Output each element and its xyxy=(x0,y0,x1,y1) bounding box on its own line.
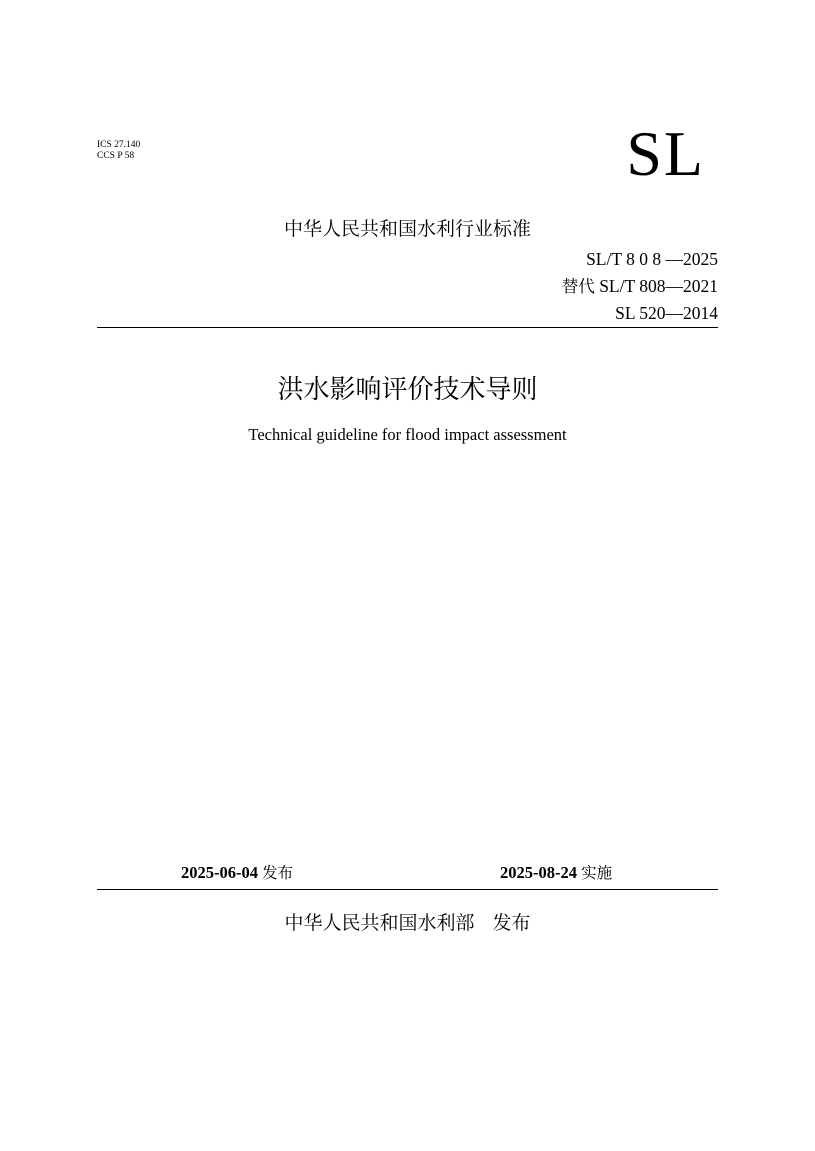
classification-codes xyxy=(97,140,140,162)
document-title-english: Technical guideline for flood impact assessment xyxy=(248,425,567,444)
ccs-code: CCS P 58 xyxy=(97,151,135,161)
standard-mark: SL xyxy=(626,118,705,189)
publish-date xyxy=(181,862,293,884)
implement-date-value: 2025-08-24 xyxy=(500,863,577,882)
standard-numbers xyxy=(562,246,718,327)
bottom-divider xyxy=(97,889,718,890)
replaces-label: 替代 xyxy=(561,277,595,296)
standard-number: SL/T 8 0 8 —2025 xyxy=(586,249,718,269)
top-divider xyxy=(97,327,718,328)
replaces-number-1: SL/T 808—2021 xyxy=(599,276,718,296)
implement-date-label: 实施 xyxy=(581,864,613,882)
publisher: 中华人民共和国水利部 发布 xyxy=(284,912,531,934)
replaces-line-1 xyxy=(562,273,718,300)
document-title: 洪水影响评价技术导则 xyxy=(277,375,538,405)
ics-code: ICS 27.140 xyxy=(97,140,141,150)
implement-date xyxy=(500,862,612,884)
publish-date-value: 2025-06-04 xyxy=(181,863,258,882)
replaces-number-2: SL 520—2014 xyxy=(615,303,718,323)
publish-date-label: 发布 xyxy=(262,864,294,882)
standard-category: 中华人民共和国水利行业标准 xyxy=(283,218,531,240)
